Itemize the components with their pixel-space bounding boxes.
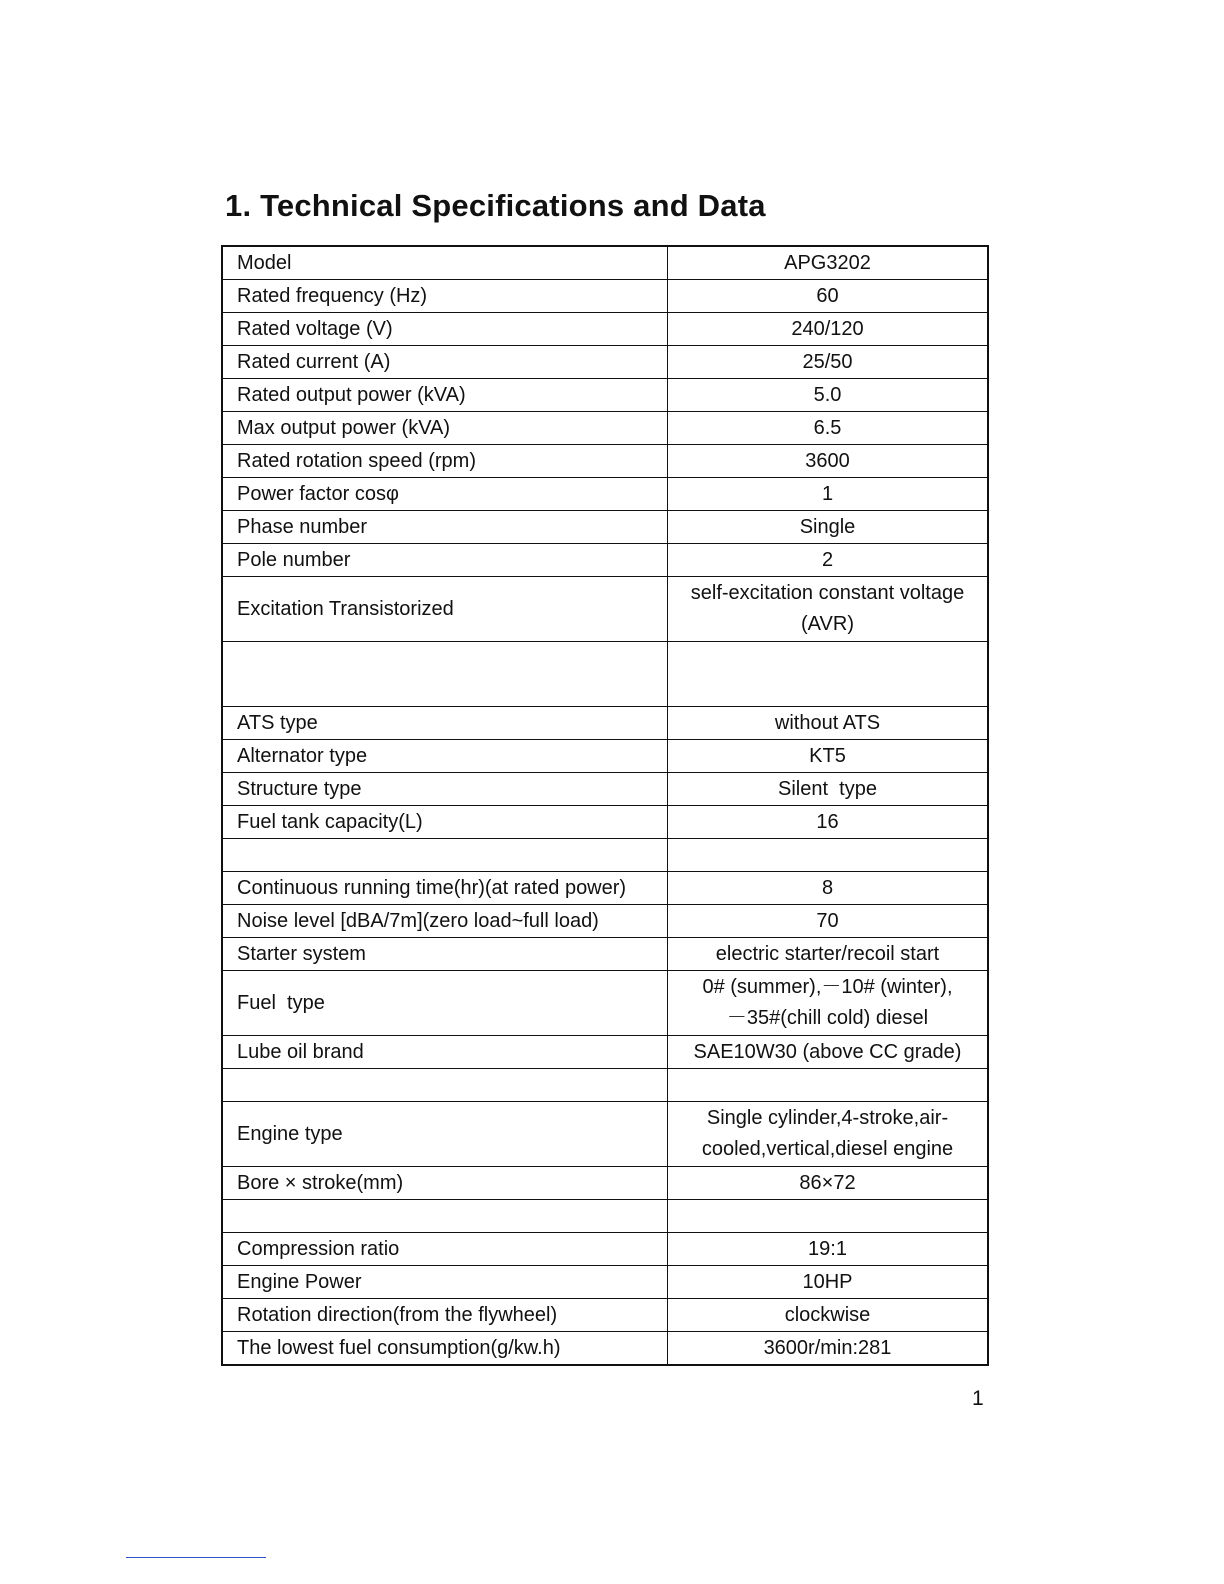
page-title: 1. Technical Specifications and Data <box>225 188 766 223</box>
table-row <box>222 1332 988 1366</box>
table-row <box>222 740 988 773</box>
table-row <box>222 773 988 806</box>
table-row-empty <box>222 839 988 872</box>
spec-label: Rated frequency (Hz) <box>222 280 668 313</box>
table-row-empty <box>222 642 988 707</box>
spec-value: 2 <box>668 544 989 577</box>
spec-value <box>668 1200 989 1233</box>
spec-label <box>222 1200 668 1233</box>
table-row <box>222 379 988 412</box>
spec-value: 70 <box>668 905 989 938</box>
spec-value: 8 <box>668 872 989 905</box>
table-row <box>222 1167 988 1200</box>
table-row <box>222 1299 988 1332</box>
spec-label: Phase number <box>222 511 668 544</box>
spec-label: Rated current (A) <box>222 346 668 379</box>
spec-value: 1 <box>668 478 989 511</box>
spec-label: Rated rotation speed (rpm) <box>222 445 668 478</box>
spec-value: without ATS <box>668 707 989 740</box>
spec-label: Starter system <box>222 938 668 971</box>
footer-link-underline <box>126 1557 266 1558</box>
table-row <box>222 1233 988 1266</box>
table-row <box>222 938 988 971</box>
spec-label: Excitation Transistorized <box>222 577 668 642</box>
spec-value <box>668 1069 989 1102</box>
spec-value <box>668 839 989 872</box>
spec-value: 86×72 <box>668 1167 989 1200</box>
spec-label: Fuel type <box>222 971 668 1036</box>
spec-label: Continuous running time(hr)(at rated power) <box>222 872 668 905</box>
spec-value: 5.0 <box>668 379 989 412</box>
spec-label: Power factor cosφ <box>222 478 668 511</box>
spec-label <box>222 839 668 872</box>
table-row <box>222 280 988 313</box>
spec-label: Noise level [dBA/7m](zero load~full load) <box>222 905 668 938</box>
spec-value: 60 <box>668 280 989 313</box>
table-row-empty <box>222 1069 988 1102</box>
spec-value: 6.5 <box>668 412 989 445</box>
spec-label <box>222 1069 668 1102</box>
spec-label: Rated output power (kVA) <box>222 379 668 412</box>
table-row <box>222 1036 988 1069</box>
spec-value-line: (AVR) <box>801 613 854 635</box>
table-row <box>222 1102 988 1167</box>
table-row <box>222 905 988 938</box>
table-row <box>222 544 988 577</box>
spec-label: Rotation direction(from the flywheel) <box>222 1299 668 1332</box>
spec-label: ATS type <box>222 707 668 740</box>
table-row <box>222 806 988 839</box>
spec-value: clockwise <box>668 1299 989 1332</box>
spec-label: Structure type <box>222 773 668 806</box>
spec-label: Pole number <box>222 544 668 577</box>
spec-label: Alternator type <box>222 740 668 773</box>
spec-label <box>222 642 668 707</box>
table-row <box>222 246 988 280</box>
spec-value <box>668 1102 989 1167</box>
spec-value-line: Single cylinder,4-stroke,air- <box>706 1107 949 1129</box>
table-row <box>222 1266 988 1299</box>
table-row <box>222 346 988 379</box>
spec-label: Lube oil brand <box>222 1036 668 1069</box>
specifications-table <box>221 245 989 1366</box>
spec-label: Bore × stroke(mm) <box>222 1167 668 1200</box>
spec-value <box>668 971 989 1036</box>
table-row <box>222 707 988 740</box>
spec-value: Single <box>668 511 989 544</box>
spec-label: Fuel tank capacity(L) <box>222 806 668 839</box>
spec-label: Max output power (kVA) <box>222 412 668 445</box>
spec-label: The lowest fuel consumption(g/kw.h) <box>222 1332 668 1366</box>
table-row <box>222 412 988 445</box>
spec-value: Silent type <box>668 773 989 806</box>
spec-value: 19:1 <box>668 1233 989 1266</box>
spec-label: Compression ratio <box>222 1233 668 1266</box>
spec-value: 3600r/min:281 <box>668 1332 989 1366</box>
table-row <box>222 872 988 905</box>
spec-label: Engine type <box>222 1102 668 1167</box>
spec-value <box>668 577 989 642</box>
spec-value: SAE10W30 (above CC grade) <box>668 1036 989 1069</box>
table-row <box>222 313 988 346</box>
spec-value: 25/50 <box>668 346 989 379</box>
spec-value: 3600 <box>668 445 989 478</box>
page-number: 1 <box>972 1387 984 1410</box>
spec-value-line: cooled,vertical,diesel engine <box>701 1138 954 1160</box>
spec-value-line: self-excitation constant voltage <box>690 582 965 604</box>
spec-value: 16 <box>668 806 989 839</box>
spec-value <box>668 642 989 707</box>
table-row-empty <box>222 1200 988 1233</box>
spec-value: electric starter/recoil start <box>668 938 989 971</box>
spec-value: 10HP <box>668 1266 989 1299</box>
spec-label: Model <box>222 246 668 280</box>
spec-value: APG3202 <box>668 246 989 280</box>
spec-value: KT5 <box>668 740 989 773</box>
table-row <box>222 445 988 478</box>
spec-value-line: 0# (summer),－10# (winter), <box>702 976 953 998</box>
table-row <box>222 577 988 642</box>
spec-value: 240/120 <box>668 313 989 346</box>
table-row <box>222 511 988 544</box>
spec-value-line: －35#(chill cold) diesel <box>726 1007 929 1029</box>
spec-label: Rated voltage (V) <box>222 313 668 346</box>
table-row <box>222 971 988 1036</box>
spec-label: Engine Power <box>222 1266 668 1299</box>
table-row <box>222 478 988 511</box>
